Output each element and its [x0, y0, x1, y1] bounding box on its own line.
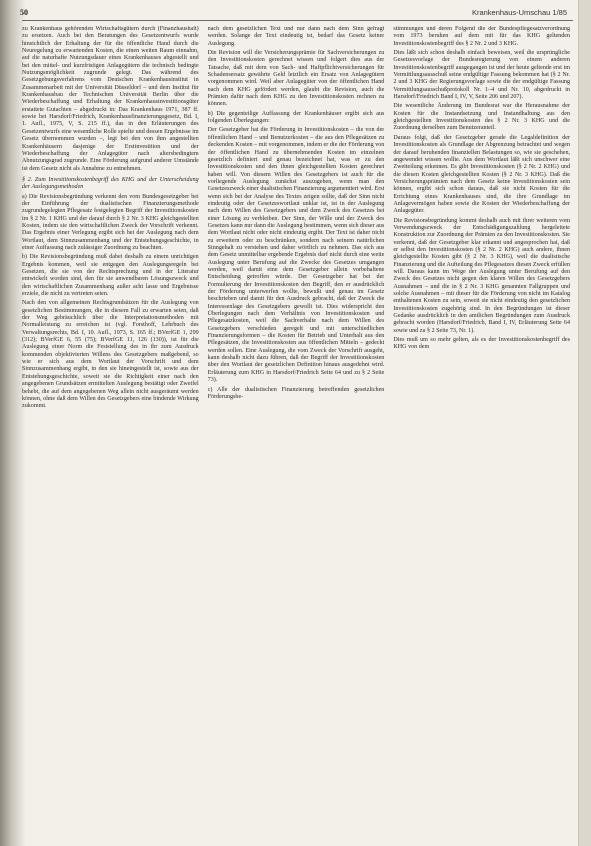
running-head: Krankenhaus-Umschau 1/85 — [471, 8, 567, 17]
paragraph: Nach den von allgemeinen Rechtsgrundsätzen für die Auslegung von gesetzlichen Bestimmungen, die in diesem Fall zu erwarten seien, daß der Weg gebräuchlich über die Interpretationsmethoden mit Normalleistung zu erreichen ist (vgl. Forsthoff, Lehrbuch des Verwaltungsrechts, Bd. I, 10. Aufl., 1973, S. 165 ff.; BVerfGE 1, 299 (312); BVerfGE 6, 55 (75); BVerfGE 11, 126 (130)), ist für die Auslegung einer Norm die Feststellung des in ihr zum Ausdruck kommenden objektivierten Willens des Gesetzgebers maßgebend, so wie er sich aus dem Wortlaut der Vorschrift und dem Sinnzusammenhang ergibt, in den sie hineingestellt ist, sowie aus der Entstehungsgeschichte, soweit sie die Richtigkeit einer nach den angegebenen Grundsätzen ermittelten Auslegung bestätigt oder Zweifel behebt, die auf dem angegebenen Weg allein nicht ausgeräumt werden können, ohne daß dem Willen des Gesetzgebers eine bindende Wirkung zukommt. — [22, 300, 199, 410]
paragraph: Die Revisionsbegründung kommt deshalb auch mit ihrer weiteren vom Verwendungszweck der Entschädigungszahlung hergeleitete Konstruktion zur Zuordnung der Prämien zu den Investitionskosten. Sie verkennt, daß der Gesetzgeber klar erkannt und angesprochen hat, daß er selbst den Investitionskosten (§ 2 Nr. 2 KHG) auch andere, ihnen gleichgestellte Kosten gibt (§ 2 Nr. 3 KHG), weil die dualistische Finanzierung und die Aufteilung des Pflegesatzes diesen Zweck erfüllen will. Daraus kann im Wege der Auslegung unter Berufung auf den Zweck des Gesetzes nicht gegen den klaren Willen des Gesetzgebers Ausnahmen – und die in § 2 Nr. 3 KHG genannten Fallgruppen und solche Ausnahmen – mit dieser für die Förderung von nicht im Katalog enthaltenen Kosten zu sein, soweit sie nicht eindeutig den gesetzlichen Investitionskosten zugehörig sind. In den Begründungen ist dieser Gedanke ausdrücklich in den amtlichen Begründungen zum Ausdruck gebracht worden (Harsdorf/Friedrich, Band I, IV, Erläuterung Seite 64 sowie und zu § 2 Seite 73, Nr. 1). — [393, 217, 571, 334]
paragraph: b) Die gegenteilige Auffassung der Krankenhäuser ergibt sich aus folgenden Überlegungen: — [207, 110, 385, 125]
paragraph: zu Krankenhaus gehörenden Wirtschaftsgütern durch (Finanzhaushalt) zu ersetzen. Auch bei den Beratungen des Gesetzentwurfs wurde hinsichtlich der Erhaltung der für die öffentliche Hand durch die Neuregelung zu erwartenden Kosten, die einen weiten Raum einnahm, auf die naturhafte Nutzungsdauer eines Krankenhauses abgestellt und bei den mittel- und kurzfristigen Anlagegütern die technisch bedingte Nutzungsmöglichkeit zugrunde gelegt. Das während des Gesetzgebungsverfahrens vom Deutschen Krankenhausinstitut in Zusammenarbeit mit der Universität Düsseldorf – und dem Institut für Krankenhausbau der Technischen Universität Berlin über die Wiederbeschaffung und Erhaltung der Krankenhausinvestitionsgüter erstattete Gutachten – abgedruckt in: Das Krankenhaus 1971, 387 ff. sowie bei Harsdorf/Friedrich, Krankenhausfinanzierungsgesetz, Bd. I, 1. Aufl., 1975, V, S. 215 ff.), das in den Erläuterungen des Gesetzentwurfs eine wesentliche Rolle spielte und dessen Ergebnisse im Gesetz übernommen wurden –, legt bei den von ihm angestellten Krankenhäusern dasjenige der Erstinvestition und der Wiederbeschaffung der Anlagegüter nach altersbedingtem Abnutzungsgrad zugrunde. Eine Förderung aufgrund anderer Umstände ist dem Gesetz nicht als Annahme zu entnehmen. — [22, 26, 199, 172]
column-middle — [208, 26, 385, 834]
paragraph: Dies muß um so mehr gelten, als es der Investitionskostenbegriff des KHG von dem — [393, 337, 571, 351]
paragraph: Daraus folgt, daß der Gesetzgeber gerade die Legaldefinition der Investitionskosten als Grundlage der Abgrenzung betrachtet und wegen der darauf beruhenden finanziellen Belastungen so, wie sie geschehen, angewendet wissen wollte. Aus dem Wortlaut läßt sich unschwer eine Zweiteilung erkennen. Es gibt Investitionskosten (§ 2 Nr. 2 KHG) und die diesen Kosten gleichgestellten Kosten (§ 2 Nr. 3 KHG). Daß die Versicherungsprämien nach dem Gesetz keine Investitionskosten sein können, ergibt sich schon daraus, daß sie nicht Kosten für die Errichtung eines Krankenhauses sind, die ihre Grundlage im Anlagevermögen haben sowie die Kosten der Wiederbeschaffung der Anlagegüter. — [393, 134, 571, 215]
paragraph: c) Alle der dualistischen Finanzierung betreffenden gesetzlichen Förderungsbe- — [207, 386, 385, 400]
header-rule — [22, 20, 573, 21]
paragraph: Dies läßt sich schon deshalb einfach beweisen, weil die ursprüngliche Gesetzesvorlage der Bundesregierung von einem anderen Investitionskostenbegriff ausgegangen ist und der heute geltende erst im Vermittlungsausschuß seine endgültige Fassung bekommen hat (§ 2 Nr. 2 und 3 KHG der Regierungsvorlage sowie die der endgültige Fassung Vermittlungsausschußprotokoll Nr. 1–4 und Nr. 10, abgedruckt in Harsdorf/Friedrich Band I, IV, V, Seite 206 und 207). — [393, 50, 571, 101]
column-left — [22, 26, 199, 834]
paragraph: Die Revision will die Versicherungsprämie für Sachversicherungen zu den Investitionskosten gerechnet wissen und folgert dies aus der Tatsache, daß mit dem von Sach- und Haftpflichtversicherungen für Schadensersatz gewährte Geld letztlich ein Ersatz von Anlagegütern vorgenommen wird. Weil aber Anlagegüter von der öffentlichen Hand nach dem KHG gefördert werden, glaubt die Revision, auch die Prämien dafür nach dem KHG zu den Investitionskosten rechnen zu können. — [207, 50, 385, 108]
paragraph: Der Gesetzgeber hat die Förderung in Investitionskosten – die von der öffentlichen Hand – und Benutzerkosten – die aus den Pflegesätzen zu deckenden Kosten – mit vorgenommen, indem er die der Förderung von der öffentlichen Hand zu übernehmenden Kosten im einzelnen gesetzlich definiert und genau bezeichnet hat, was er zu den Investitionskosten und den ihnen gleichgestellten Kosten gerechnet haben will. Von diesem Willen des Gesetzgebers ist auch für die vorliegende Auslegung zunächst auszugehen, wenn man den Gesetzeszweck einer dualistischen Finanzierung argumentiert wird. Erst wenn sich bei der Analyse des Textes zeigen sollte, daß der Sinn nicht eindeutig oder der Gesetzeswortlaut unklar ist, ist in der Auslegung nach dem Willen des Gesetzgebers und dem Zweck des Gesetzes bei einer Lösung zu verbleiben. Der Sinn, der Wille und der Zweck des Gesetzes kann nur dann die Auslegung bestimmen, wenn sich dieser aus dem Wortlaut nicht oder nicht eindeutig ergibt. Der Text ist daher nicht zu erweitern oder zu beschränken, sondern nach seinem natürlichen Sinngehalt zu verstehen und daher wörtlich zu nehmen. Das sich aus dem Gesetz unmittelbar ergebende Ergebnis darf nicht durch eine weite Auslegung unter Berufung auf die Zwecke des Gesetzes umgangen werden, weil damit eine dem Gesetzgeber allein vorbehaltene Entscheidung getroffen würde. Der Gesetzgeber hat bei der Formulierung der Investitionskosten den Begriff, den er ausdrücklich der Förderung unterwerfen wollte, bewußt und genau im Gesetz beschrieben und damit für den Ausdruck gebracht, daß der Zweck die Interessenlage des Gesetzgebers gewollt ist. Dies widerspricht den Überlegungen nach dem Verhältnis von Investitionskosten und Pflegesatzkosten, weil die Sachverhalte nach dem Willen des Gesetzgebers verschieden geregelt und mit unterschiedlichen Finanzierungsformen – die Kosten für Betrieb und Unterhalt aus den Pflegesätzen, die Investitionskosten aus öffentlichen Mitteln – gedeckt werden sollen. Eine Auslegung, die vom Zweck der Vorschrift ausgeht, kann deshalb nicht dazu führen, daß der Begriff der Investitionskosten über den Wortlaut der gesetzlichen Definition hinaus ausgedehnt wird. Erläuterung zum KHG in Harsdorf/Friedrich Seite 64 und zu § 2 Seite 73). — [207, 127, 385, 384]
paragraph: nach dem gesetzlichen Text und nur dann nach dem Sinn gefragt werden. Solange der Text eindeutig ist, bedarf das Gesetz keiner Auslegung. — [207, 26, 385, 47]
section-heading: § 2. Zum Investitionskostenbegriff des KHG und der Unterscheidung der Auslegungsmethoden — [22, 176, 199, 191]
column-right — [393, 26, 570, 834]
paragraph: stimmungen und deren Folgend die der Bundespflegesatzverordnung vom 1973 beruhen auf dem mit für das KHG geltenden Investitionskostenbegriff des § 2 Nr. 2 und 3 KHG. — [393, 26, 571, 47]
paragraph: Die wesentliche Änderung im Bundesrat war die Herausnahme der Kosten für die Instandsetzung und Instandhaltung aus den gleichgestellten Investitionskosten des § 2 Nr. 3 KHG und die Zuordnung derselben zum Benutzeranteil. — [393, 103, 571, 132]
paragraph: a) Die Revisionsbegründung verkennt den vom Bundesgesetzgeber bei der Einführung der dualistischen Finanzierungsmethode zugrundegelegten Pflegesatz festgelegten Begriff der Investitionskosten im § 2 Nr. 1 KHG und der darauf durch § 2 Nr. 3 KHG gleichgestellten Kosten, indem sie den wirtschaftlichen Zweck der Vorschrift verkennt. Das Ergebnis einer Verlegung ergibt sich bei der Auslegung nach dem Wortlaut, dem Sinnzusammenhang und der Entstehungsgeschichte, in einer Auffassung nach zulässiger Zuordnung zu beachten. — [22, 193, 199, 251]
paragraph: b) Die Revisionsbegründung muß dabei deshalb zu einem unrichtigen Ergebnis kommen, weil sie entgegen den Auslegungsregeln bei Gesetzen, die sie von der Rechtsprechung und in der Literatur entwickelt worden sind, den für sie anwendbaren Lösungszweck und den wirtschaftlichen Zusammenhang außer acht lasse und Ergebnisse erziele, die nicht zu vertreten seien. — [22, 254, 199, 298]
text-columns — [22, 26, 570, 834]
facing-page-edge — [578, 0, 591, 846]
page-number: 50 — [20, 8, 28, 17]
